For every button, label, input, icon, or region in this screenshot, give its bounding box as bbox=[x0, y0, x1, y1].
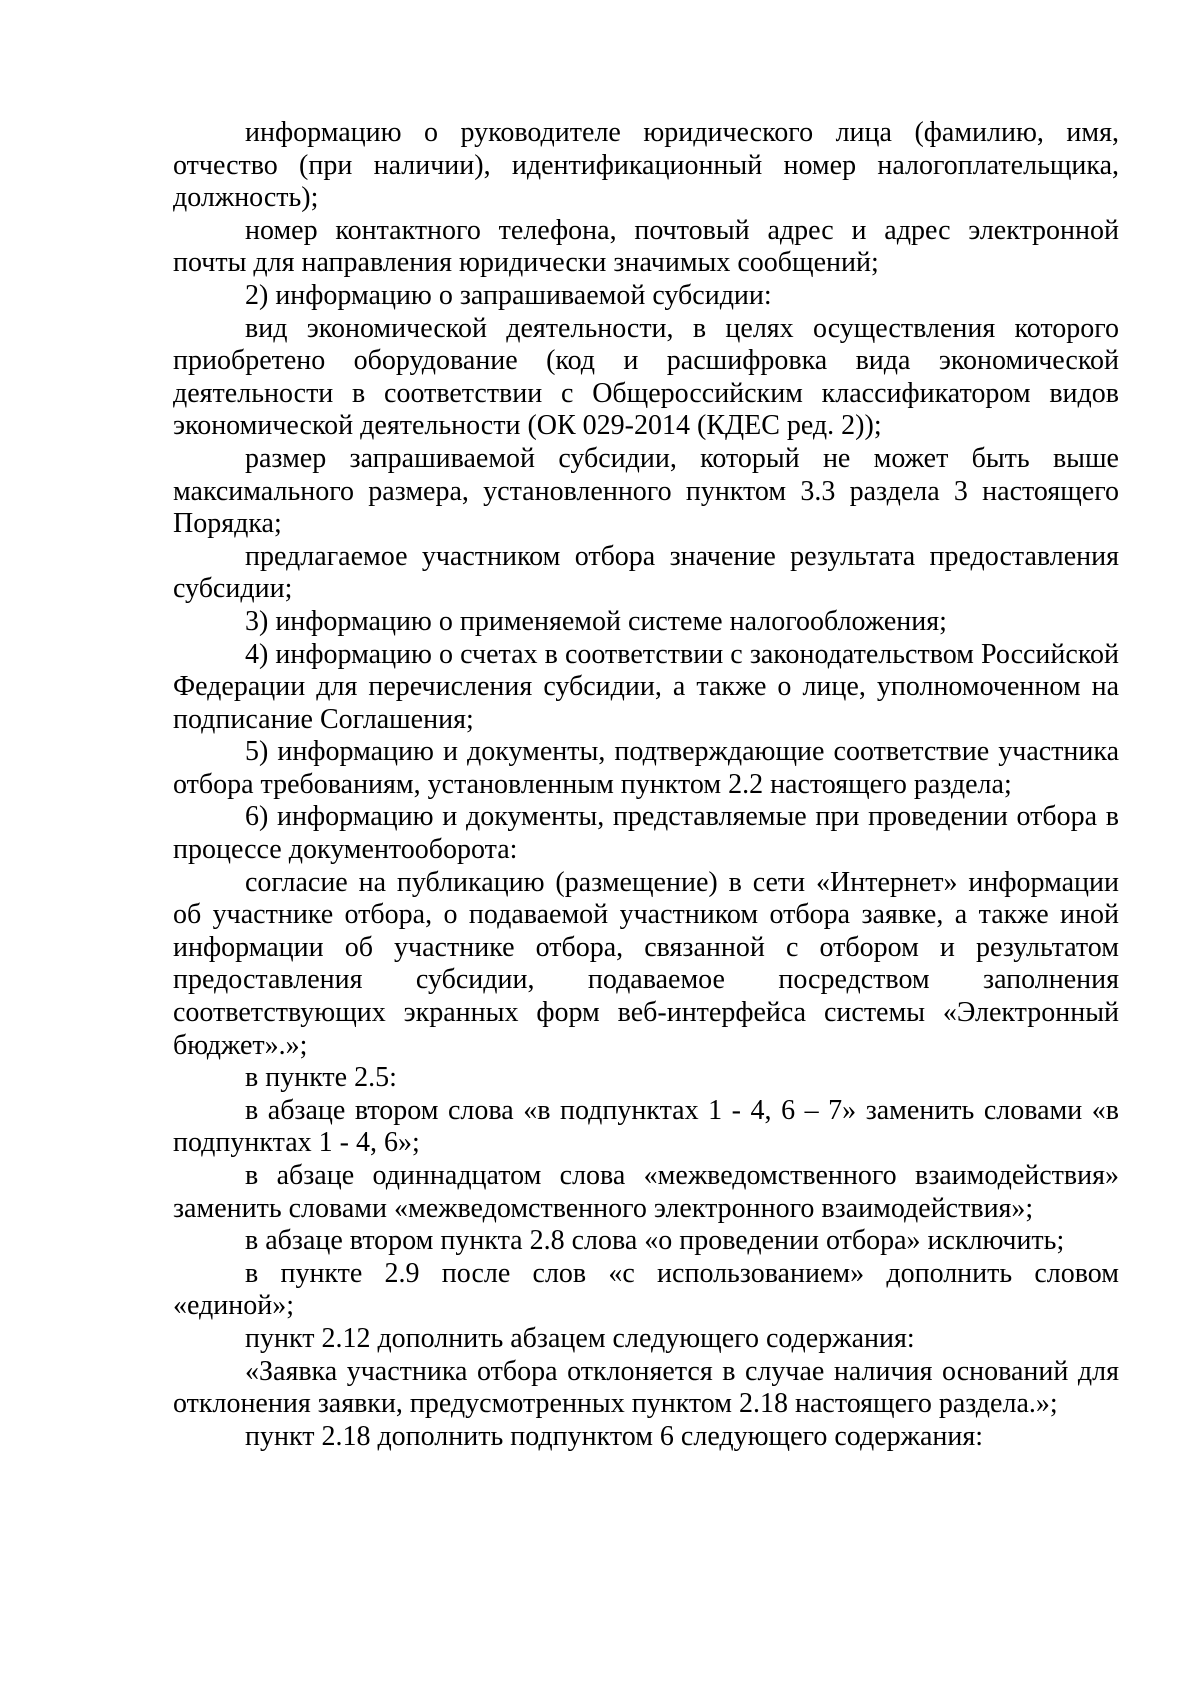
paragraph: в абзаце втором пункта 2.8 слова «о проведении отбора» исключить; bbox=[245, 1225, 1065, 1257]
paragraph: согласие на публикацию (размещение) в сети «Интернет» информации об участнике отбора, о подаваемой участником отбора заявке, а также иной информации об участнике отбора, связанной с отбором и результатом предоставления субсидии, подаваемое посредством заполнения соответствующих экранных форм веб-интерфейса системы «Электронный бюджет».»; bbox=[173, 866, 1119, 1061]
paragraph: 3) информацию о применяемой системе налогообложения; bbox=[245, 605, 947, 637]
paragraph: в пункте 2.5: bbox=[245, 1062, 397, 1094]
paragraph: информацию о руководителе юридического лица (фамилию, имя, отчество (при наличии), идентификационный номер налогоплательщика, должность); bbox=[173, 117, 1119, 214]
paragraph: в абзаце одиннадцатом слова «межведомственного взаимодействия» заменить словами «межведомственного электронного взаимодействия»; bbox=[173, 1160, 1119, 1224]
paragraph: предлагаемое участником отбора значение результата предоставления субсидии; bbox=[173, 540, 1119, 605]
paragraph: 2) информацию о запрашиваемой субсидии: bbox=[245, 279, 772, 311]
paragraph: пункт 2.18 дополнить подпунктом 6 следующего содержания: bbox=[245, 1420, 984, 1452]
paragraph: пункт 2.12 дополнить абзацем следующего содержания: bbox=[245, 1322, 915, 1354]
paragraph: 5) информацию и документы, подтверждающие соответствие участника отбора требованиям, установленным пунктом 2.2 настоящего раздела; bbox=[173, 736, 1119, 800]
paragraph: размер запрашиваемой субсидии, который не может быть выше максимального размера, установленного пунктом 3.3 раздела 3 настоящего Порядка; bbox=[173, 442, 1119, 540]
paragraph: 4) информацию о счетах в соответствии с законодательством Российской Федерации для перечисления субсидии, а также о лице, уполномоченном на подписание Соглашения; bbox=[173, 638, 1119, 735]
paragraph: в пункте 2.9 после слов «с использованием» дополнить словом «единой»; bbox=[173, 1257, 1119, 1322]
paragraph: 6) информацию и документы, представляемые при проведении отбора в процессе документооборота: bbox=[173, 801, 1119, 866]
paragraph: номер контактного телефона, почтовый адрес и адрес электронной почты для направления юридически значимых сообщений; bbox=[173, 214, 1119, 279]
paragraph: в абзаце втором слова «в подпунктах 1 - 4, 6 – 7» заменить словами «в подпунктах 1 - 4, 6»; bbox=[173, 1094, 1119, 1159]
paragraph: «Заявка участника отбора отклоняется в случае наличия оснований для отклонения заявки, предусмотренных пунктом 2.18 настоящего раздела.»; bbox=[173, 1355, 1119, 1420]
document-page bbox=[173, 117, 1119, 1453]
paragraph: вид экономической деятельности, в целях осуществления которого приобретено оборудование (код и расшифровка вида экономической деятельности в соответствии с Общероссийским классификатором видов экономической деятельности (ОК 029-2014 (КДЕС ред. 2)); bbox=[173, 312, 1119, 442]
